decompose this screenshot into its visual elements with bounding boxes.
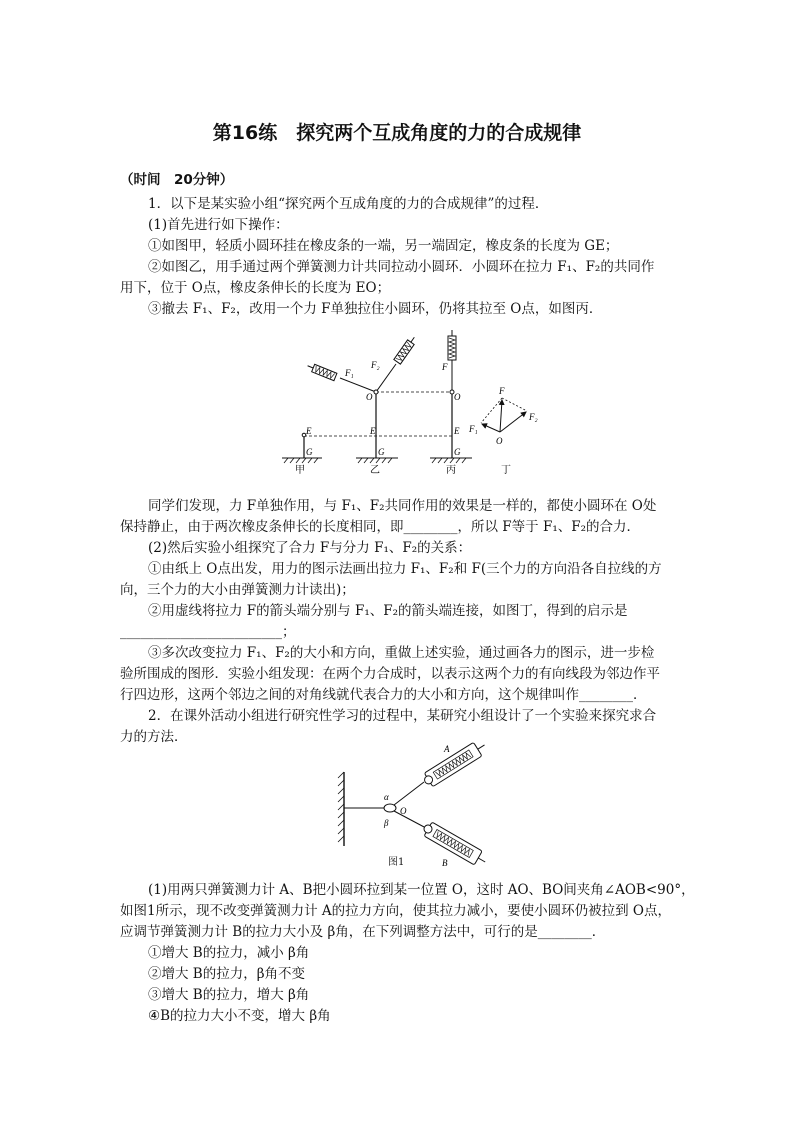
q1-part2-head: (2)然后实验小组探究了合力 F与分力 F₁、F₂的关系： — [148, 540, 472, 556]
label-e-jia: E — [306, 426, 312, 436]
q1-t1-line1: ①由纸上 O点出发，用力的图示法画出拉力 F₁、F₂和 F(三个力的方向沿各自拉线的方 — [148, 561, 662, 577]
caption-jia: 甲 — [295, 465, 305, 476]
q1-intro: 1．以下是某实验小组“探究两个互成角度的力的合成规律”的过程． — [148, 196, 549, 212]
q2-intro-line1: 2．在课外活动小组进行研究性学习的过程中，某研究小组设计了一个实验来探究求合 — [148, 708, 657, 724]
label-o: O — [400, 806, 407, 816]
label-a: A — [444, 744, 450, 754]
ring-yi — [374, 390, 378, 394]
q2-intro-line2: 力的方法． — [120, 729, 188, 745]
label-f1-ding: F₁ — [469, 424, 478, 434]
spring-scale-f1 — [306, 362, 337, 381]
q1-step1: ①如图甲，轻质小圆环挂在橡皮条的一端，另一端固定，橡皮条的长度为 GE； — [148, 238, 619, 254]
q2-part1-line2: 如图1所示，现不改变弹簧测力计 A的拉力方向，使其拉力减小，要使小圆环仍被拉到 O点， — [120, 903, 671, 919]
label-b: B — [442, 858, 448, 868]
label-e-yi: E — [370, 426, 376, 436]
q1-t3-line2: 验所围成的图形．实验小组发现：在两个力合成时，以表示这两个力的有向线段为邻边作平 — [120, 666, 660, 682]
label-beta: β — [384, 818, 389, 828]
q1-t3-line1: ③多次改变拉力 F₁、F₂的大小和方向，重做上述实验，通过画各力的图示，进一步检 — [148, 645, 655, 661]
label-g-bing: G — [454, 447, 461, 457]
figure-caption: 图1 — [388, 857, 405, 868]
string-a — [394, 782, 424, 805]
string-b — [394, 811, 426, 828]
q2-part1-line3: 应调节弹簧测力计 B的拉力大小及 β角，在下列调整方法中，可行的是________． — [120, 924, 606, 940]
label-f-ding: F — [499, 386, 505, 396]
spring-scale-b — [421, 820, 490, 869]
q2-option-4: ④B的拉力大小不变，增大 β角 — [148, 1008, 331, 1024]
label-o-ding: O — [496, 436, 503, 446]
q1-t2-line2: ________________________； — [120, 624, 296, 640]
q1-step3: ③撤去 F₁、F₂，改用一个力 F单独拉住小圆环，仍将其拉至 O点，如图丙． — [148, 301, 603, 317]
spring-scale-f — [448, 330, 456, 366]
q1-after-line1: 同学们发现，力 F单独作用，与 F₁、F₂共同作用的效果是一样的，都使小圆环在 O处 — [148, 498, 657, 514]
q1-part1-head: (1)首先进行如下操作： — [148, 217, 289, 233]
q2-option-2: ②增大 B的拉力，β角不变 — [148, 966, 306, 982]
q2-option-1: ①增大 B的拉力，减小 β角 — [148, 945, 310, 961]
figure-two-spring-scales — [330, 742, 510, 870]
label-f2-yi: F₂ — [371, 360, 380, 370]
caption-yi: 乙 — [370, 465, 380, 476]
page-title: 第16练 探究两个互成角度的力的合成规律 — [212, 122, 582, 144]
time-label: （时间 20分钟） — [120, 172, 234, 188]
label-e-bing: E — [454, 426, 460, 436]
caption-bing: 丙 — [446, 465, 456, 476]
label-f2-ding: F₂ — [529, 412, 538, 422]
q1-step2-line1: ②如图乙，用手通过两个弹簧测力计共同拉动小圆环．小圆环在拉力 F₁、F₂的共同作 — [148, 259, 655, 275]
string-f1 — [340, 378, 376, 392]
ground-hatch — [282, 458, 472, 463]
label-o-bing: O — [454, 392, 461, 402]
wall-hatch — [338, 772, 344, 842]
label-g-yi: G — [378, 447, 385, 457]
q1-after-line2: 保持静止，由于两次橡皮条伸长的长度相同，即________，所以 F等于 F₁、F₂的合力． — [120, 519, 641, 535]
label-g-jia: G — [306, 447, 313, 457]
q1-step2-line2: 用下，位于 O点，橡皮条伸长的长度为 EO； — [120, 280, 391, 296]
force-diagram-ding — [481, 398, 527, 432]
label-f-bing: F — [442, 362, 448, 372]
q2-part1-line1: (1)用两只弹簧测力计 A、B把小圆环拉到某一位置 O，这时 AO、BO间夹角∠AOB<90°， — [148, 882, 695, 898]
q1-t1-line2: 向，三个力的大小由弹簧测力计读出)； — [120, 582, 355, 598]
q1-t2-line1: ②用虚线将拉力 F的箭头端分别与 F₁、F₂的箭头端连接，如图丁，得到的启示是 — [148, 603, 628, 619]
label-alpha: α — [384, 792, 389, 802]
q2-option-3: ③增大 B的拉力，增大 β角 — [148, 987, 310, 1003]
label-o-yi: O — [366, 392, 373, 402]
figure-rubber-band-setup — [270, 328, 560, 480]
caption-ding: 丁 — [501, 465, 511, 476]
spring-scale-a — [421, 742, 489, 789]
spring-scale-f2 — [394, 335, 418, 364]
label-f1-yi: F₁ — [345, 368, 354, 378]
q1-t3-line3: 行四边形，这两个邻边之间的对角线就代表合力的大小和方向，这个规律叫作________． — [120, 687, 647, 703]
